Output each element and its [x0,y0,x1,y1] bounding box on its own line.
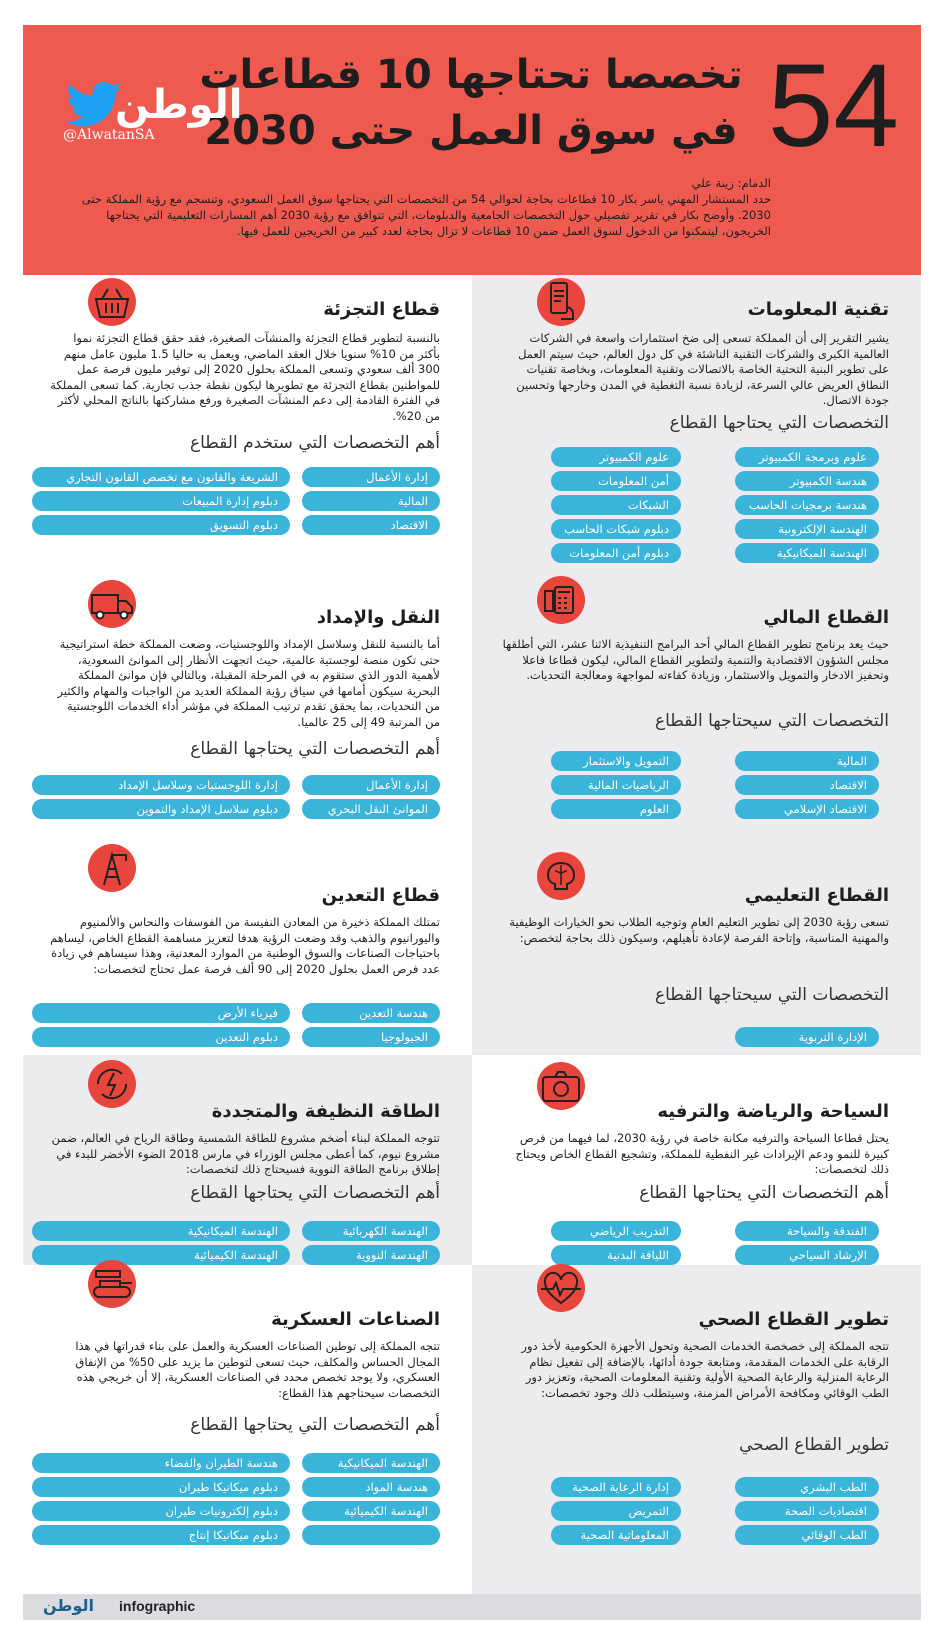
specialty-pill: أمن المعلومات [551,471,681,491]
specialty-pill: إدارة الرعاية الصحية [551,1477,681,1497]
specialty-pill: المعلوماتية الصحية [551,1525,681,1545]
section-education [472,845,921,1055]
section-title: السياحة والرياضة والترفيه [657,1101,889,1122]
section-text: يشير التقرير إلى أن المملكة تسعى إلى ضخ استثمارات واسعة في الشركات العالمية الكبرى والشركات التقنية الناشئة في كل دول العالم، حيث سيتم العمل على تطوير البنية التحتية الخاصة بالاتصالات وتقنية المعلومات، وبخاصة تقنيات النطاق العريض عالي السرعة، لزيادة نسبة التغطية في المدن وخارجها وتحسين جودة الاتصال. [516,331,889,407]
section-subtitle: التخصصات التي سيحتاجها القطاع [654,711,889,731]
section-subtitle: أهم التخصصات التي يحتاجها القطاع [639,1183,889,1203]
specialty-pill: المالية [302,491,440,511]
header-banner [23,25,921,280]
specialty-pill: الهندسة الكيميائية [302,1501,440,1521]
section-text: تتجه المملكة إلى خصخصة الخدمات الصحية وتحول الأجهزة الحكومية لأخذ دور الرقابة على الخدمات المقدمة، ومتابعة جودة أدائها، بالإضافة إلى تفعيل نظام الرعاية المنزلية والرعاية الصحية الأولية وتقنية المعلومات الصحية، وتعزيز دور الطب الوقائي ومكافحة الأمراض المزمنة، وسيتطلب ذلك وجود تخصصات: [521,1339,889,1400]
specialty-pill: الطب الوقائي [735,1525,879,1545]
specialty-pill: الهندسة الكيميائية [32,1245,290,1265]
shopping-basket-icon [84,277,140,327]
specialty-pill: دبلوم سلاسل الإمداد والتموين [32,799,290,819]
section-title: القطاع التعليمي [744,885,889,906]
section-text: حيث يعد برنامج تطوير القطاع المالي أحد البرامج التنفيذية الاثنا عشر، التي أطلقها مجلس الشؤون الاقتصادية والتنمية ولتطوير القطاع المالي، ليكون قطاعا فاعلا وتحفيز الادخار والتمويل والاستثمار، وزيادة كفاءته لمواجهة ومعالجة التحديات. [502,637,889,682]
section-transport [23,585,472,845]
specialty-pill: دبلوم التعدين [32,1027,290,1047]
footer-bar [23,1594,921,1620]
specialty-pill: الهندسة الإلكترونية [735,519,879,539]
brain-icon [533,851,589,901]
specialty-pill: دبلوم إدارة المبيعات [32,491,290,511]
section-finance [472,585,921,845]
brand-handle: @AlwatanSA [63,127,155,143]
specialty-pill: إدارة اللوجستيات وسلاسل الإمداد [32,775,290,795]
section-title: قطاع التجزئة [323,299,440,320]
specialty-pill: الشبكات [551,495,681,515]
mobile-chart-icon [533,277,589,327]
specialty-pill: هندسة المواد [302,1477,440,1497]
specialty-pill: الهندسة الميكانيكية [32,1221,290,1241]
section-subtitle: أهم التخصصات التي ستخدم القطاع [189,433,440,453]
specialty-pill: الاقتصاد [302,515,440,535]
section-text: تتوجه المملكة لبناء أضخم مشروع للطاقة الشمسية وطاقة الرياح في العالم، ضمن مشروع نيوم، كما أعطى مجلس الوزراء في مارس 2018 الضوء الأخضر للبدء في إطلاق برنامج الطاقة النووية فسيحتاج ذلك لتخصصات: [51,1131,440,1176]
section-text: أما بالنسبة للنقل وسلاسل الإمداد واللوجستيات، وضعت المملكة خطة استراتيجية حتى تكون منصة لوجستية عالمية، حيث اتجهت الأنظار إلى الموانئ السعودية، لأهمية الدور الذي ستقوم به في المرحلة المقبلة، وبالتالي فإن موانئ المملكة البحرية سيكون أمامها في سياق رؤية المملكة العديد من الواجبات والمهام والكثير من التحديات، بما يحقق تقدم ترتيب المملكة في مؤشر أداء الخدمات اللوجستية من المرتبة 49 إلى 25 عالميا. [57,637,440,729]
section-text: يحتل قطاعا السياحة والترفيه مكانة خاصة في رؤية 2030، لما فيهما من فرص كبيرة للنمو ودعم الإيرادات غير النفطية للمملكة، وتشجيع القطاع الخاص ويحتاج ذلك لتخصصات: [515,1131,889,1176]
section-energy [23,1055,472,1265]
section-mining [23,845,472,1055]
section-subtitle: التخصصات التي يحتاجها القطاع [669,413,889,433]
specialty-pill: إدارة الأعمال [302,775,440,795]
camera-icon [533,1061,589,1111]
section-subtitle: أهم التخصصات التي يحتاجها القطاع [190,739,440,759]
header-number: 54 [767,40,899,172]
footer-logo: الوطن [43,1596,94,1615]
section-title: تطوير القطاع الصحي [698,1309,889,1330]
section-title: قطاع التعدين [321,885,440,906]
specialty-pill: الجيولوجيا [302,1027,440,1047]
page-title [191,47,751,159]
specialty-pill: هندسة الكمبيوتر [735,471,879,491]
specialty-pill: فيزياء الأرض [32,1003,290,1023]
section-health [472,1265,921,1594]
section-title: القطاع المالي [763,607,889,628]
specialty-pill: الشريعة والقانون مع تخصص القانون التجاري [32,467,290,487]
section-title: الصناعات العسكرية [271,1309,440,1330]
lightning-cycle-icon [84,1059,140,1109]
calculator-money-icon [533,575,589,625]
section-text: بالنسبة لتطوير قطاع التجزئة والمنشآت الصغيرة، فقد حقق قطاع التجزئة نموا بأكثر من 10% سنويا خلال العقد الماضي، ويعمل به حاليا 1.5 مليون عامل منهم 300 ألف سعودي وتسعى المملكة بحلول 2020 إلى توفير مليون فرصة عمل للمواطنين بقطاع التجزئة مع تطويرها ليكون نقطة جذب تجارية. كما تسعى المملكة في الفترة القادمة إلى دعم المنشآت الصغيرة ورفع مشاركتها بالناتج المحلي لأكثر من 20%. [50,331,440,423]
twitter-bird-icon [63,79,123,129]
brand-block [63,82,243,143]
specialty-pill: التمريض [551,1501,681,1521]
specialty-pill: التدريب الرياضي [551,1221,681,1241]
specialty-pill: الهندسة الميكانيكية [302,1453,440,1473]
delivery-truck-icon [84,579,140,629]
specialty-pill: دبلوم أمن المعلومات [551,543,681,563]
heartbeat-icon [533,1263,589,1313]
intro-paragraph: حدد المستشار المهني ياسر بكار 10 قطاعات بحاجة لحوالي 54 من التخصصات التي يحتاجها سوق العمل السعودي، وتنسجم مع رؤية المملكة حتى 2030. وأوضح بكار في تقرير تفصيلي حول التخصصات الجامعية والدبلومات، التي تتوافق مع رؤية 2030 أهم المسارات التعليمية التي يحتاجها الخريجون، ليتمكنوا من الدخول لسوق العمل ضمن 10 قطاعات لا تزال بحاجة لعدد كبير من الخريجين للعمل فيها. [81,192,771,238]
section-it [472,275,921,585]
infographic-page [23,25,921,1620]
section-text: تتجه المملكة إلى توطين الصناعات العسكرية والعمل على بناء قدراتها في هذا المجال الحساس والمكلف، حيث تسعى لتوطين ما يزيد على 50% من الإنفاق العسكري، ولا يوجد تخصص محدد في الصناعات العسكرية، إلا أن خريجي هذه التخصصات سيحتاجهم هذا القطاع: [75,1339,440,1400]
specialty-pill: الموانئ النقل البحري [302,799,440,819]
specialty-pill: دبلوم إلكترونيات طيران [32,1501,290,1521]
brand-logo: الوطن [115,82,243,128]
specialty-pill: علوم وبرمجة الكمبيوتر [735,447,879,467]
title-line-2: في سوق العمل حتى 2030 [204,108,738,154]
specialty-pill-empty [302,1525,440,1545]
specialty-pill: الطب البشري [735,1477,879,1497]
specialty-pill: علوم الكمبيوتر [551,447,681,467]
oil-rig-icon [84,843,140,893]
author-line: الدمام: زينة علي [691,176,771,190]
title-line-1: تخصصا تحتاجها 10 قطاعات [199,52,743,98]
specialty-pill: هندسة الطيران والفضاء [32,1453,290,1473]
specialty-pill: الرياضيات المالية [551,775,681,795]
specialty-pill: الهندسة الكهربائية [302,1221,440,1241]
section-text: تمتلك المملكة ذخيرة من المعادن النفيسة من الفوسفات والنحاس والألمنيوم واليورانيوم والذهب وقد وضعت الرؤية هدفا لتعزيز مساهمة القطاع الخاص، ليساهم باحتياجات الصناعات والسوق الوطنية من الموارد المعدنية، وهذا سيساهم في زيادة عدد فرص العمل بحلول 2020 إلى 90 ألف فرصة عمل تحتاج لتخصصات: [50,915,440,976]
specialty-pill: الاقتصاد الإسلامي [735,799,879,819]
specialty-pill: دبلوم ميكانيكا طيران [32,1477,290,1497]
section-subtitle: التخصصات التي سيحتاجها القطاع [654,985,889,1005]
section-military [23,1265,472,1594]
specialty-pill: دبلوم شبكات الحاسب [551,519,681,539]
specialty-pill: الفندقة والسياحة [735,1221,879,1241]
specialty-pill: الإدارة التربوية [735,1027,879,1047]
section-subtitle: تطوير القطاع الصحي [739,1435,889,1455]
specialty-pill: اقتصاديات الصحة [735,1501,879,1521]
specialty-pill: التمويل والاستثمار [551,751,681,771]
section-title: النقل والإمداد [316,607,440,628]
section-tourism [472,1055,921,1265]
footer-label: infographic [119,1598,196,1614]
intro-text [81,175,771,239]
section-title: الطاقة النظيفة والمتجددة [211,1101,440,1122]
tank-icon [84,1259,140,1309]
specialty-pill: العلوم [551,799,681,819]
specialty-pill: الإرشاد السياحي [735,1245,879,1265]
specialty-pill: اللياقة البدنية [551,1245,681,1265]
specialty-pill: الهندسة النووية [302,1245,440,1265]
specialty-pill: دبلوم التسويق [32,515,290,535]
specialty-pill: الاقتصاد [735,775,879,795]
section-title: تقنية المعلومات [747,299,889,320]
specialty-pill: الهندسة الميكانيكية [735,543,879,563]
specialty-pill: دبلوم ميكانيكا إنتاج [32,1525,290,1545]
specialty-pill: إدارة الأعمال [302,467,440,487]
section-text: تسعى رؤية 2030 إلى تطوير التعليم العام وتوجيه الطلاب نحو الخيارات الوظيفية والمهنية المناسبة، وإتاحة الفرصة لإعادة تأهيلهم، وسيكون ذلك بحاجة لتخصص: [509,915,889,945]
specialty-pill: المالية [735,751,879,771]
section-subtitle: أهم التخصصات التي يحتاجها القطاع [190,1415,440,1435]
specialty-pill: هندسة التعدين [302,1003,440,1023]
section-retail [23,275,472,585]
specialty-pill: هندسة برمجيات الحاسب [735,495,879,515]
section-subtitle: أهم التخصصات التي يحتاجها القطاع [190,1183,440,1203]
